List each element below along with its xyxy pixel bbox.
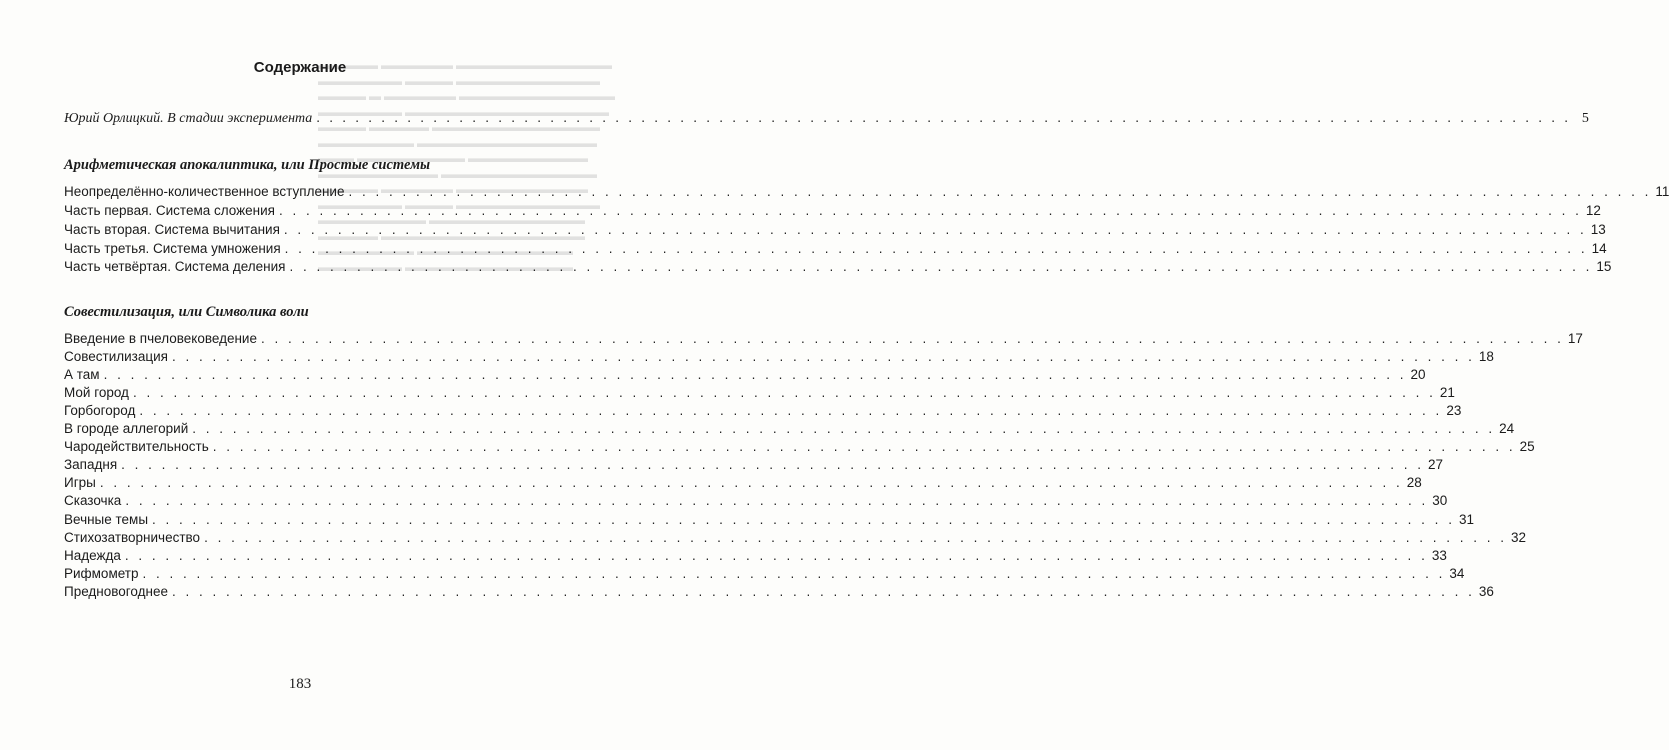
dot-leader	[316, 110, 1571, 128]
toc-entry[interactable]	[64, 402, 1462, 420]
toc-entry-text: Мой город	[64, 385, 129, 400]
toc-entry[interactable]	[64, 202, 1601, 220]
dot-leader	[172, 348, 1475, 366]
dot-leader	[152, 511, 1455, 529]
toc-entry-page: 21	[1439, 385, 1455, 400]
toc-entry-intro[interactable]	[64, 110, 1589, 128]
dot-leader	[279, 202, 1582, 220]
toc-entry-text: Часть третья. Система умножения	[64, 241, 281, 256]
toc-entry-text: Предновогоднее	[64, 584, 168, 599]
dot-leader	[104, 366, 1407, 384]
toc-entry-page: 5	[1581, 111, 1589, 126]
toc-entry[interactable]	[64, 492, 1448, 510]
toc-entry-page: 27	[1428, 457, 1444, 472]
dot-leader	[348, 183, 1651, 201]
toc-entry-page: 34	[1449, 566, 1465, 581]
toc-entry-text: Сказочка	[64, 493, 122, 508]
toc-entry[interactable]	[64, 456, 1444, 474]
toc-entry-page: 28	[1406, 475, 1422, 490]
dot-leader	[192, 420, 1495, 438]
toc-entry[interactable]	[64, 366, 1426, 384]
dot-leader	[100, 474, 1403, 492]
toc-entry-text: Рифмометр	[64, 566, 139, 581]
toc-entry-text: Введение в пчеловековедение	[64, 331, 257, 346]
toc-entry[interactable]	[64, 547, 1447, 565]
toc-entry-text: Стихозатворничество	[64, 530, 201, 545]
toc-entry[interactable]	[64, 183, 1669, 201]
section-heading-2: Совестилизация, или Символика воли	[64, 304, 309, 320]
toc-entry-page: 11	[1655, 184, 1669, 199]
toc-entry-text: Западня	[64, 457, 118, 472]
toc-entry-page: 18	[1478, 349, 1494, 364]
toc-entry[interactable]	[64, 221, 1606, 239]
toc-entry-text: А там	[64, 367, 100, 382]
toc-entry[interactable]	[64, 330, 1583, 348]
toc-entry-page: 36	[1478, 584, 1494, 599]
toc-entry-text: Вечные темы	[64, 512, 149, 527]
toc-entry[interactable]	[64, 529, 1526, 547]
dot-leader	[125, 492, 1428, 510]
toc-entry-text: Неопределённо-количественное вступление	[64, 184, 345, 199]
dot-leader	[285, 240, 1588, 258]
toc-entry-page: 14	[1591, 241, 1607, 256]
dot-leader	[121, 456, 1424, 474]
toc-entry-page: 24	[1499, 421, 1515, 436]
toc-entry-page: 12	[1585, 203, 1601, 218]
toc-entry-text: Горбогород	[64, 403, 136, 418]
dot-leader	[284, 221, 1587, 239]
toc-entry-page: 31	[1458, 512, 1474, 527]
toc-entry-page: 23	[1446, 403, 1462, 418]
page-number: 183	[288, 676, 312, 692]
dot-leader	[133, 384, 1436, 402]
toc-entry[interactable]	[64, 348, 1494, 366]
toc-entry-text: Игры	[64, 475, 96, 490]
toc-entry-text: Совестилизация	[64, 349, 168, 364]
toc-entry[interactable]	[64, 420, 1515, 438]
dot-leader	[142, 565, 1445, 583]
toc-entry-text: Часть вторая. Система вычитания	[64, 222, 280, 237]
toc-entry[interactable]	[64, 384, 1455, 402]
dot-leader	[204, 529, 1507, 547]
toc-entry-page: 17	[1567, 331, 1583, 346]
toc-entry[interactable]	[64, 474, 1422, 492]
show-through-text: ▬▬▬▬▬ ▬▬▬▬▬▬ ▬▬▬▬▬▬▬▬▬▬▬▬▬ ▬▬▬▬▬▬▬ ▬▬▬▬ ▬▬▬▬▬▬▬▬▬▬▬▬ ▬▬▬▬ ▬ ▬▬▬▬▬▬ ▬▬▬▬▬▬▬▬▬▬▬▬▬ ▬▬▬▬▬▬▬ ▬▬▬▬▬▬▬▬▬▬▬▬▬▬▬▬▬ ▬▬▬▬ ▬▬▬▬▬ ▬▬▬▬▬▬▬▬▬▬▬▬▬▬ ▬▬▬▬▬▬▬▬ ▬▬▬▬▬▬▬▬▬▬▬▬▬▬▬ ▬▬▬ ▬▬▬▬▬▬▬▬▬ ▬▬▬▬▬▬▬▬▬▬ ▬▬▬▬▬▬▬▬▬▬ ▬▬▬▬▬▬▬▬▬▬▬▬▬ ▬▬▬▬▬ ▬▬▬▬▬▬ ▬▬▬▬▬▬▬▬▬▬▬ ▬▬▬▬▬▬▬ ▬▬▬▬ ▬▬▬▬▬▬▬▬▬▬▬▬ ▬▬▬▬▬▬▬▬▬ ▬▬▬▬▬▬▬▬▬▬▬▬▬ ▬▬▬▬▬ ▬▬▬▬▬▬▬▬▬▬▬▬▬▬▬▬▬ ▬▬▬▬▬▬▬▬ ▬▬▬▬▬▬▬▬▬▬▬▬▬ ▬▬▬▬▬▬▬ ▬▬▬▬▬▬▬▬▬▬▬▬▬▬	[318, 58, 615, 274]
toc-entry[interactable]	[64, 438, 1535, 456]
toc-entry[interactable]	[64, 583, 1494, 601]
toc-entry-text: Часть первая. Система сложения	[64, 203, 275, 218]
toc-entry[interactable]	[64, 511, 1474, 529]
toc-entry-text: В городе аллегорий	[64, 421, 189, 436]
dot-leader	[290, 258, 1593, 276]
toc-entry-page: 20	[1410, 367, 1426, 382]
toc-entry-text: Надежда	[64, 548, 121, 563]
dot-leader	[261, 330, 1564, 348]
section-heading-1: Арифметическая апокалиптика, или Простые системы	[64, 157, 431, 173]
toc-entry-text: Часть четвёртая. Система деления	[64, 259, 286, 274]
toc-entry-page: 30	[1432, 493, 1448, 508]
dot-leader	[213, 438, 1516, 456]
dot-leader	[172, 583, 1475, 601]
toc-entry[interactable]	[64, 258, 1612, 276]
toc-entry-page: 15	[1596, 259, 1612, 274]
toc-entry-text: Чародействительность	[64, 439, 209, 454]
dot-leader	[125, 547, 1428, 565]
toc-entry-page: 13	[1590, 222, 1606, 237]
dot-leader	[139, 402, 1442, 420]
toc-entry[interactable]	[64, 565, 1465, 583]
toc-entry-page: 25	[1519, 439, 1535, 454]
toc-entry-page: 33	[1431, 548, 1447, 563]
toc-entry-page: 32	[1510, 530, 1526, 545]
toc-entry-text: Юрий Орлицкий. В стадии эксперимента	[64, 111, 313, 126]
toc-entry[interactable]	[64, 240, 1607, 258]
toc-title: Содержание	[253, 59, 347, 76]
